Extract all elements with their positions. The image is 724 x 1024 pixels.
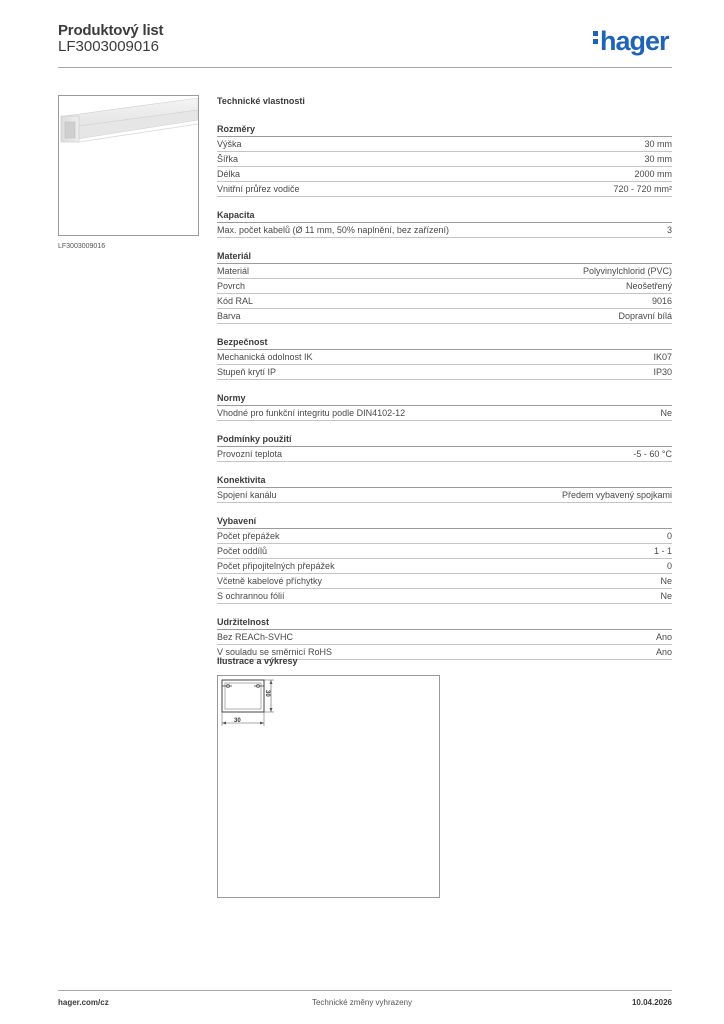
- spec-section: [217, 250, 672, 324]
- spec-label: Vhodné pro funkční integritu podle DIN4102-12: [217, 408, 406, 418]
- spec-label: Max. počet kabelů (Ø 11 mm, 50% naplnění, bez zařízení): [217, 225, 449, 235]
- spec-label: Stupeň krytí IP: [217, 367, 277, 377]
- spec-section-title: Udržitelnost: [217, 616, 672, 630]
- spec-value: IP30: [653, 367, 672, 377]
- spec-label: Vnitřní průřez vodiče: [217, 184, 300, 194]
- spec-label: Mechanická odolnost IK: [217, 352, 313, 362]
- dim-height-label: 30: [264, 690, 270, 697]
- product-code: LF3003009016: [58, 38, 159, 55]
- logo-text: hager: [600, 26, 669, 56]
- spec-row: [217, 309, 672, 324]
- spec-section: [217, 209, 672, 238]
- spec-value: Ne: [660, 576, 672, 586]
- spec-row: [217, 529, 672, 544]
- page-title: Produktový list: [58, 22, 164, 39]
- spec-label: Počet připojitelných přepážek: [217, 561, 335, 571]
- spec-section: [217, 123, 672, 197]
- header-divider: [58, 67, 672, 68]
- spec-label: Barva: [217, 311, 241, 321]
- spec-row: [217, 152, 672, 167]
- spec-value: 720 - 720 mm²: [613, 184, 672, 194]
- spec-row: [217, 350, 672, 365]
- spec-value: 2000 mm: [634, 169, 672, 179]
- spec-section-title: Bezpečnost: [217, 336, 672, 350]
- cable-trunking-icon: [59, 96, 198, 235]
- spec-row: [217, 574, 672, 589]
- dim-width-label: 30: [234, 718, 241, 724]
- spec-section-title: Normy: [217, 392, 672, 406]
- spec-value: Neošetřený: [625, 281, 672, 291]
- spec-label: Délka: [217, 169, 241, 179]
- spec-value: IK07: [653, 352, 672, 362]
- spec-row: [217, 294, 672, 309]
- spec-row: [217, 223, 672, 238]
- spec-value: -5 - 60 °C: [633, 449, 672, 459]
- spec-row: [217, 544, 672, 559]
- spec-row: [217, 182, 672, 197]
- spec-value: Ne: [660, 408, 672, 418]
- spec-value: Dopravní bílá: [618, 311, 672, 321]
- spec-label: Počet přepážek: [217, 531, 280, 541]
- spec-value: Ne: [660, 591, 672, 601]
- spec-section: [217, 392, 672, 421]
- illustrations-title: Ilustrace a výkresy: [217, 656, 298, 666]
- spec-row: [217, 488, 672, 503]
- spec-label: V souladu se směrnicí RoHS: [217, 647, 333, 657]
- spec-value: 30 mm: [644, 139, 672, 149]
- spec-section-title: Konektivita: [217, 474, 672, 488]
- drawing-box: [217, 675, 440, 898]
- spec-row: [217, 406, 672, 421]
- spec-row: [217, 589, 672, 604]
- spec-label: Počet oddílů: [217, 546, 268, 556]
- spec-label: S ochrannou fólií: [217, 591, 285, 601]
- footer-notice: Technické změny vyhrazeny: [311, 998, 413, 1007]
- spec-label: Šířka: [217, 154, 239, 164]
- spec-label: Provozní teplota: [217, 449, 283, 459]
- spec-value: 0: [666, 531, 672, 541]
- spec-row: [217, 137, 672, 152]
- spec-label: Kód RAL: [217, 296, 254, 306]
- hager-logo: [593, 26, 669, 57]
- spec-value: Ano: [655, 647, 672, 657]
- product-image-caption: LF3003009016: [58, 243, 106, 250]
- spec-label: Výška: [217, 139, 242, 149]
- spec-value: Předem vybavený spojkami: [561, 490, 672, 500]
- spec-row: [217, 559, 672, 574]
- spec-value: Ano: [655, 632, 672, 642]
- spec-row: [217, 264, 672, 279]
- spec-section: [217, 336, 672, 380]
- footer-website-link[interactable]: hager.com/cz: [58, 998, 109, 1007]
- logo-dots-icon: [593, 31, 598, 47]
- spec-value: 3: [666, 225, 672, 235]
- spec-section: [217, 616, 672, 660]
- spec-row: [217, 365, 672, 380]
- spec-value: 30 mm: [644, 154, 672, 164]
- spec-label: Materiál: [217, 266, 250, 276]
- spec-value: 1 - 1: [653, 546, 672, 556]
- spec-section-title: Rozměry: [217, 123, 672, 137]
- spec-value: 0: [666, 561, 672, 571]
- spec-label: Včetně kabelové příchytky: [217, 576, 323, 586]
- spec-label: Bez REACh-SVHC: [217, 632, 294, 642]
- spec-row: [217, 447, 672, 462]
- specs-sections: [217, 123, 672, 660]
- footer-divider: [58, 990, 672, 991]
- spec-section: [217, 474, 672, 503]
- cross-section-drawing-icon: [218, 676, 439, 897]
- spec-section-title: Kapacita: [217, 209, 672, 223]
- specs-panel: [217, 96, 672, 672]
- spec-section-title: Vybavení: [217, 515, 672, 529]
- spec-section-title: Podmínky použití: [217, 433, 672, 447]
- spec-row: [217, 167, 672, 182]
- product-image: [58, 95, 199, 236]
- spec-label: Spojení kanálu: [217, 490, 277, 500]
- spec-label: Povrch: [217, 281, 246, 291]
- spec-section: [217, 515, 672, 604]
- specs-title: Technické vlastnosti: [217, 96, 305, 106]
- footer-date: 10.04.2026: [631, 998, 672, 1007]
- spec-section: [217, 433, 672, 462]
- spec-row: [217, 279, 672, 294]
- spec-value: 9016: [651, 296, 672, 306]
- spec-section-title: Materiál: [217, 250, 672, 264]
- spec-value: Polyvinylchlorid (PVC): [582, 266, 672, 276]
- spec-row: [217, 630, 672, 645]
